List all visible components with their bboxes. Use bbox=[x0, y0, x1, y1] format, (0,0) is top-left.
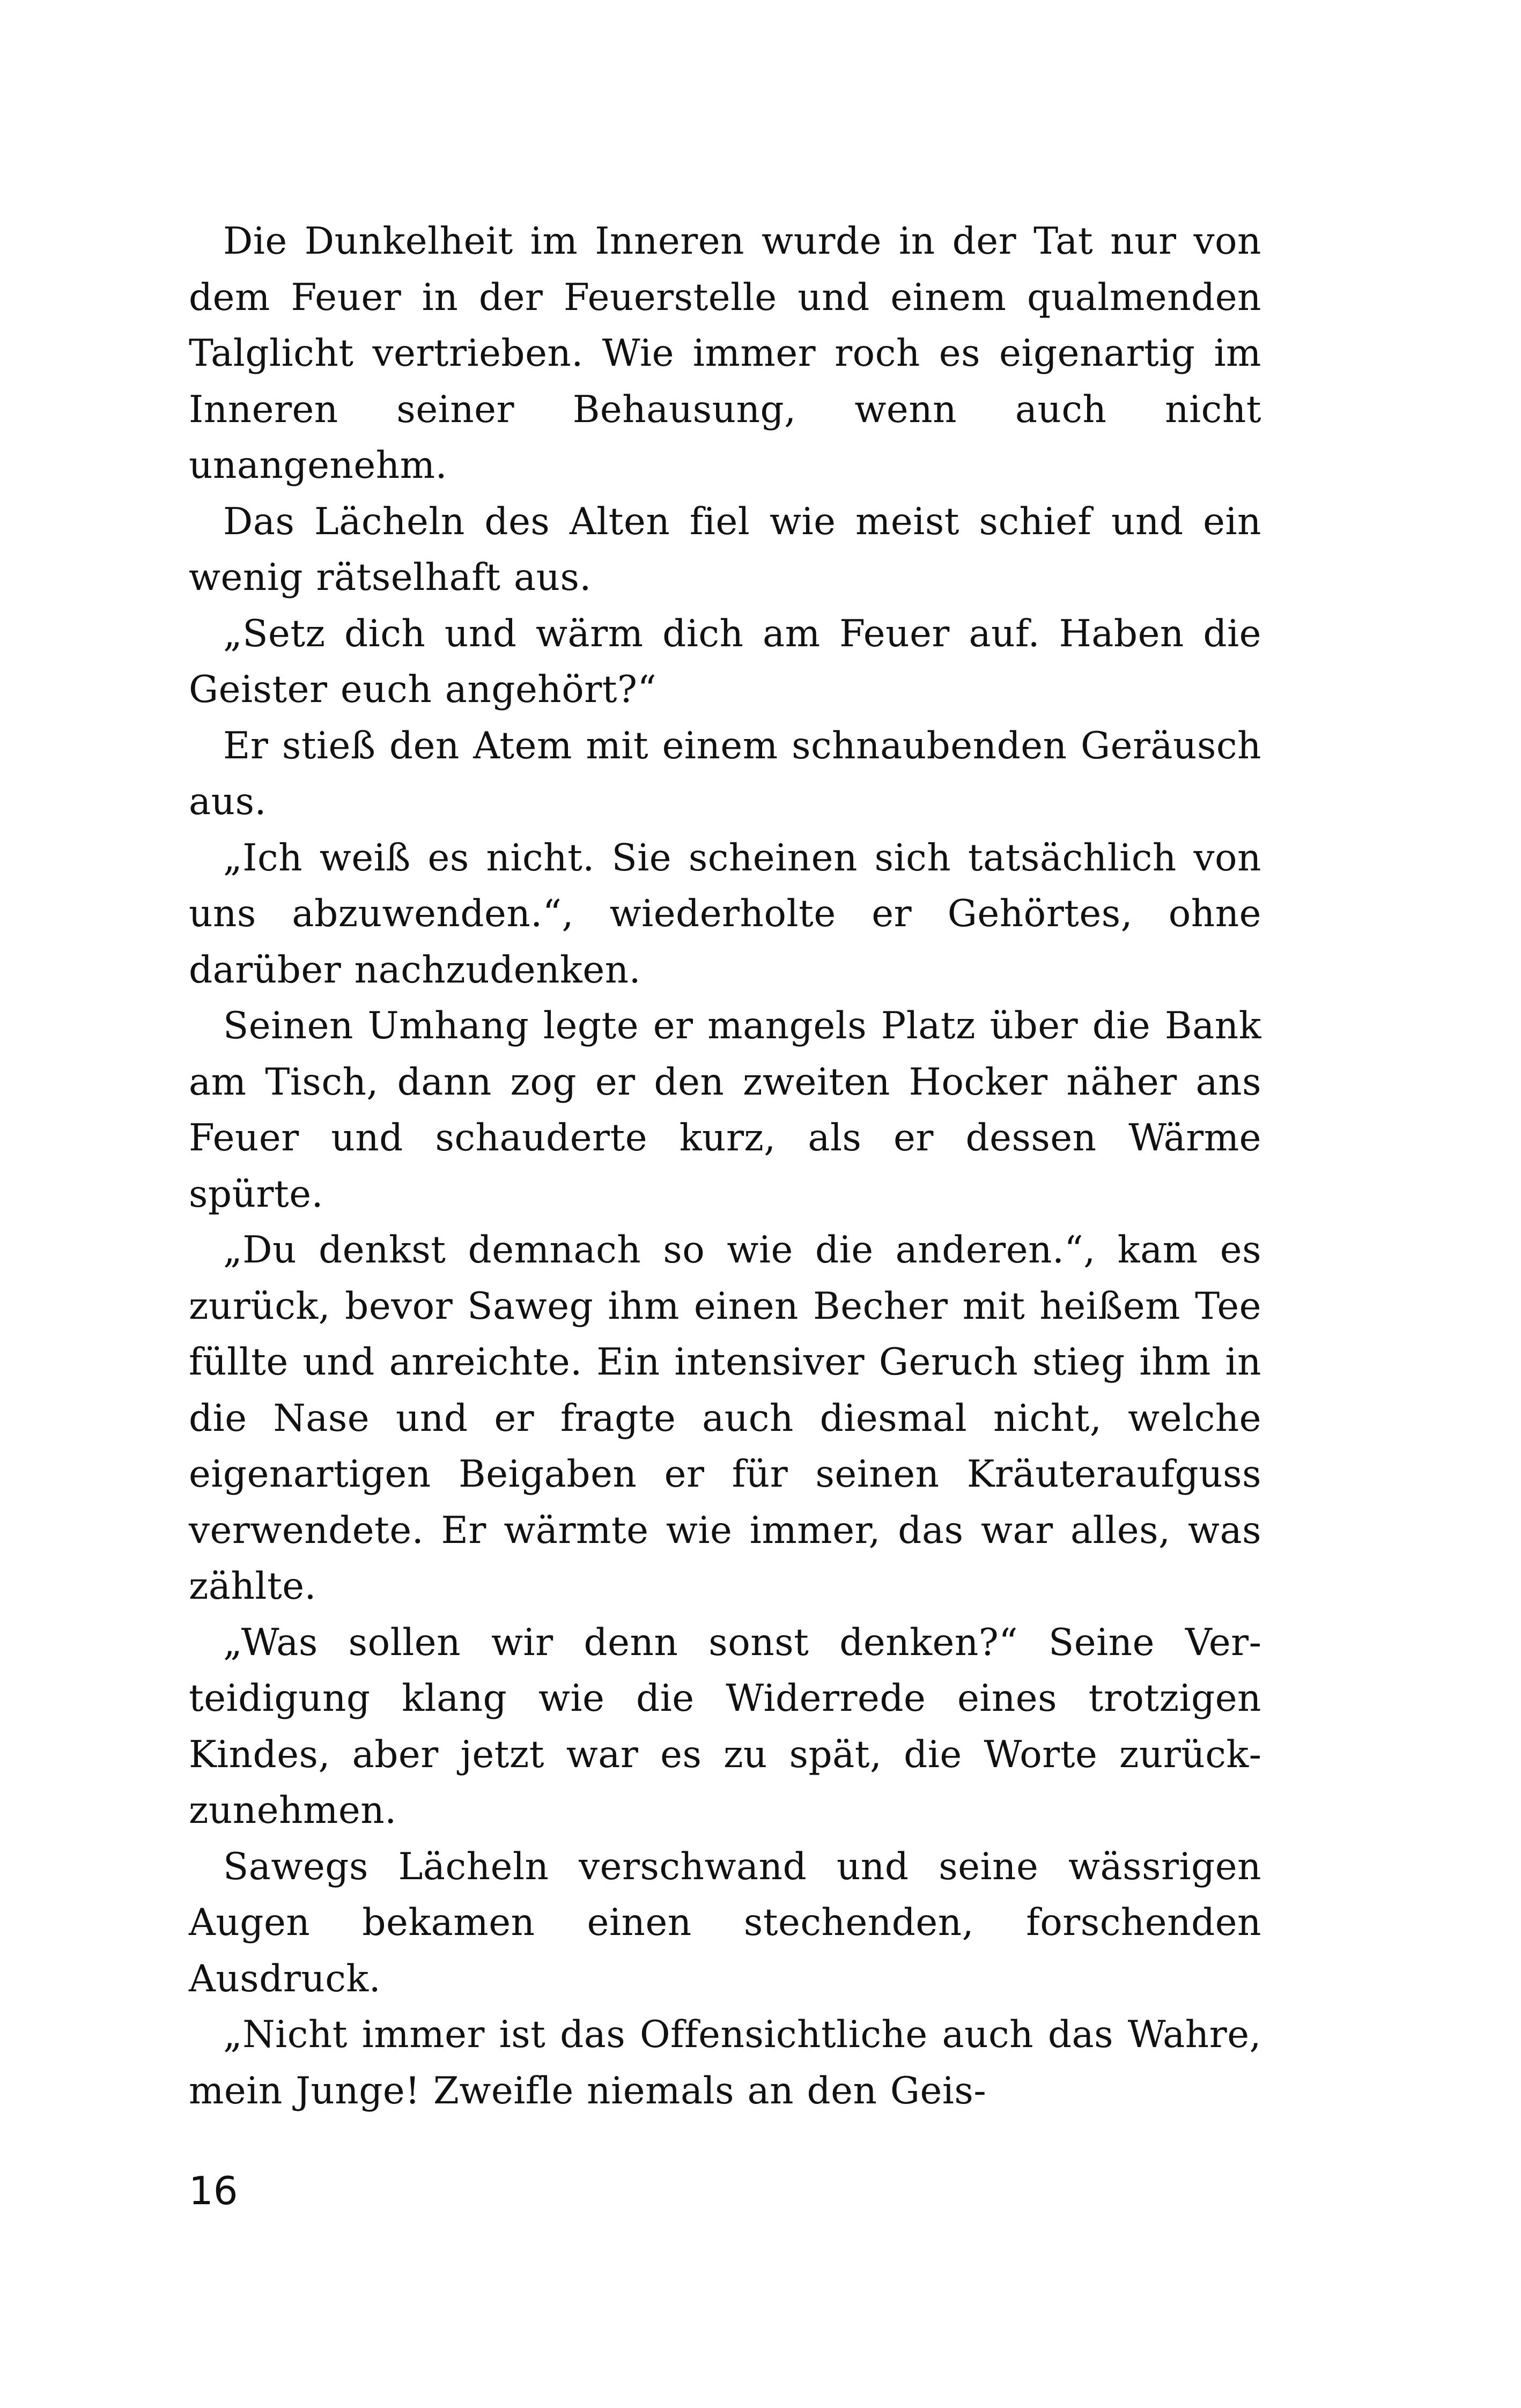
paragraph-3: „Setz dich und wärm dich am Feuer auf. Haben die Geister euch angehört?“ bbox=[189, 612, 1261, 711]
page-number: 16 bbox=[189, 2168, 238, 2213]
paragraph-5: „Ich weiß es nicht. Sie scheinen sich tatsächlich von uns abzuwenden.“, wiederholte er Gehörtes, ohne darüber nachzudenken. bbox=[189, 836, 1261, 992]
paragraph-9: Sawegs Lächeln verschwand und seine wässrigen Augen bekamen einen stechenden, forschenden Ausdruck. bbox=[189, 1845, 1261, 2000]
body-text bbox=[189, 213, 1261, 2119]
paragraph-4: Er stieß den Atem mit einem schnaubenden Geräusch aus. bbox=[189, 724, 1261, 823]
paragraph-8: „Was sollen wir denn sonst denken?“ Seine Verteidigung klang wie die Widerrede eines trotzigen Kindes, aber jetzt war es zu spät, die Worte zurückzunehmen. bbox=[189, 1621, 1261, 1832]
paragraph-1: Die Dunkelheit im Inneren wurde in der Tat nur von dem Feuer in der Feuerstelle und einem qualmenden Talglicht vertrieben. Wie immer roch es eigenartig im Inneren seiner Behausung, wenn auch nicht unangenehm. bbox=[189, 220, 1261, 487]
paragraph-10: „Nicht immer ist das Offensichtliche auch das Wahre, mein Junge! Zweifle niemals an den Geis- bbox=[189, 2013, 1261, 2112]
paragraph-7: „Du denkst demnach so wie die anderen.“, kam es zurück, bevor Saweg ihm einen Becher mit heißem Tee füllte und anreichte. Ein intensiver Geruch stieg ihm in die Nase und er fragte auch diesmal nicht, welche eigenartigen Beigaben er für seinen Kräuteraufguss verwendete. Er wärmte wie immer, das war alles, was zählte. bbox=[189, 1229, 1261, 1608]
paragraph-2: Das Lächeln des Alten fiel wie meist schief und ein wenig rätselhaft aus. bbox=[189, 500, 1261, 599]
paragraph-6: Seinen Umhang legte er mangels Platz über die Bank am Tisch, dann zog er den zweiten Hocker näher ans Feuer und schauderte kurz, als er dessen Wärme spürte. bbox=[189, 1004, 1261, 1216]
